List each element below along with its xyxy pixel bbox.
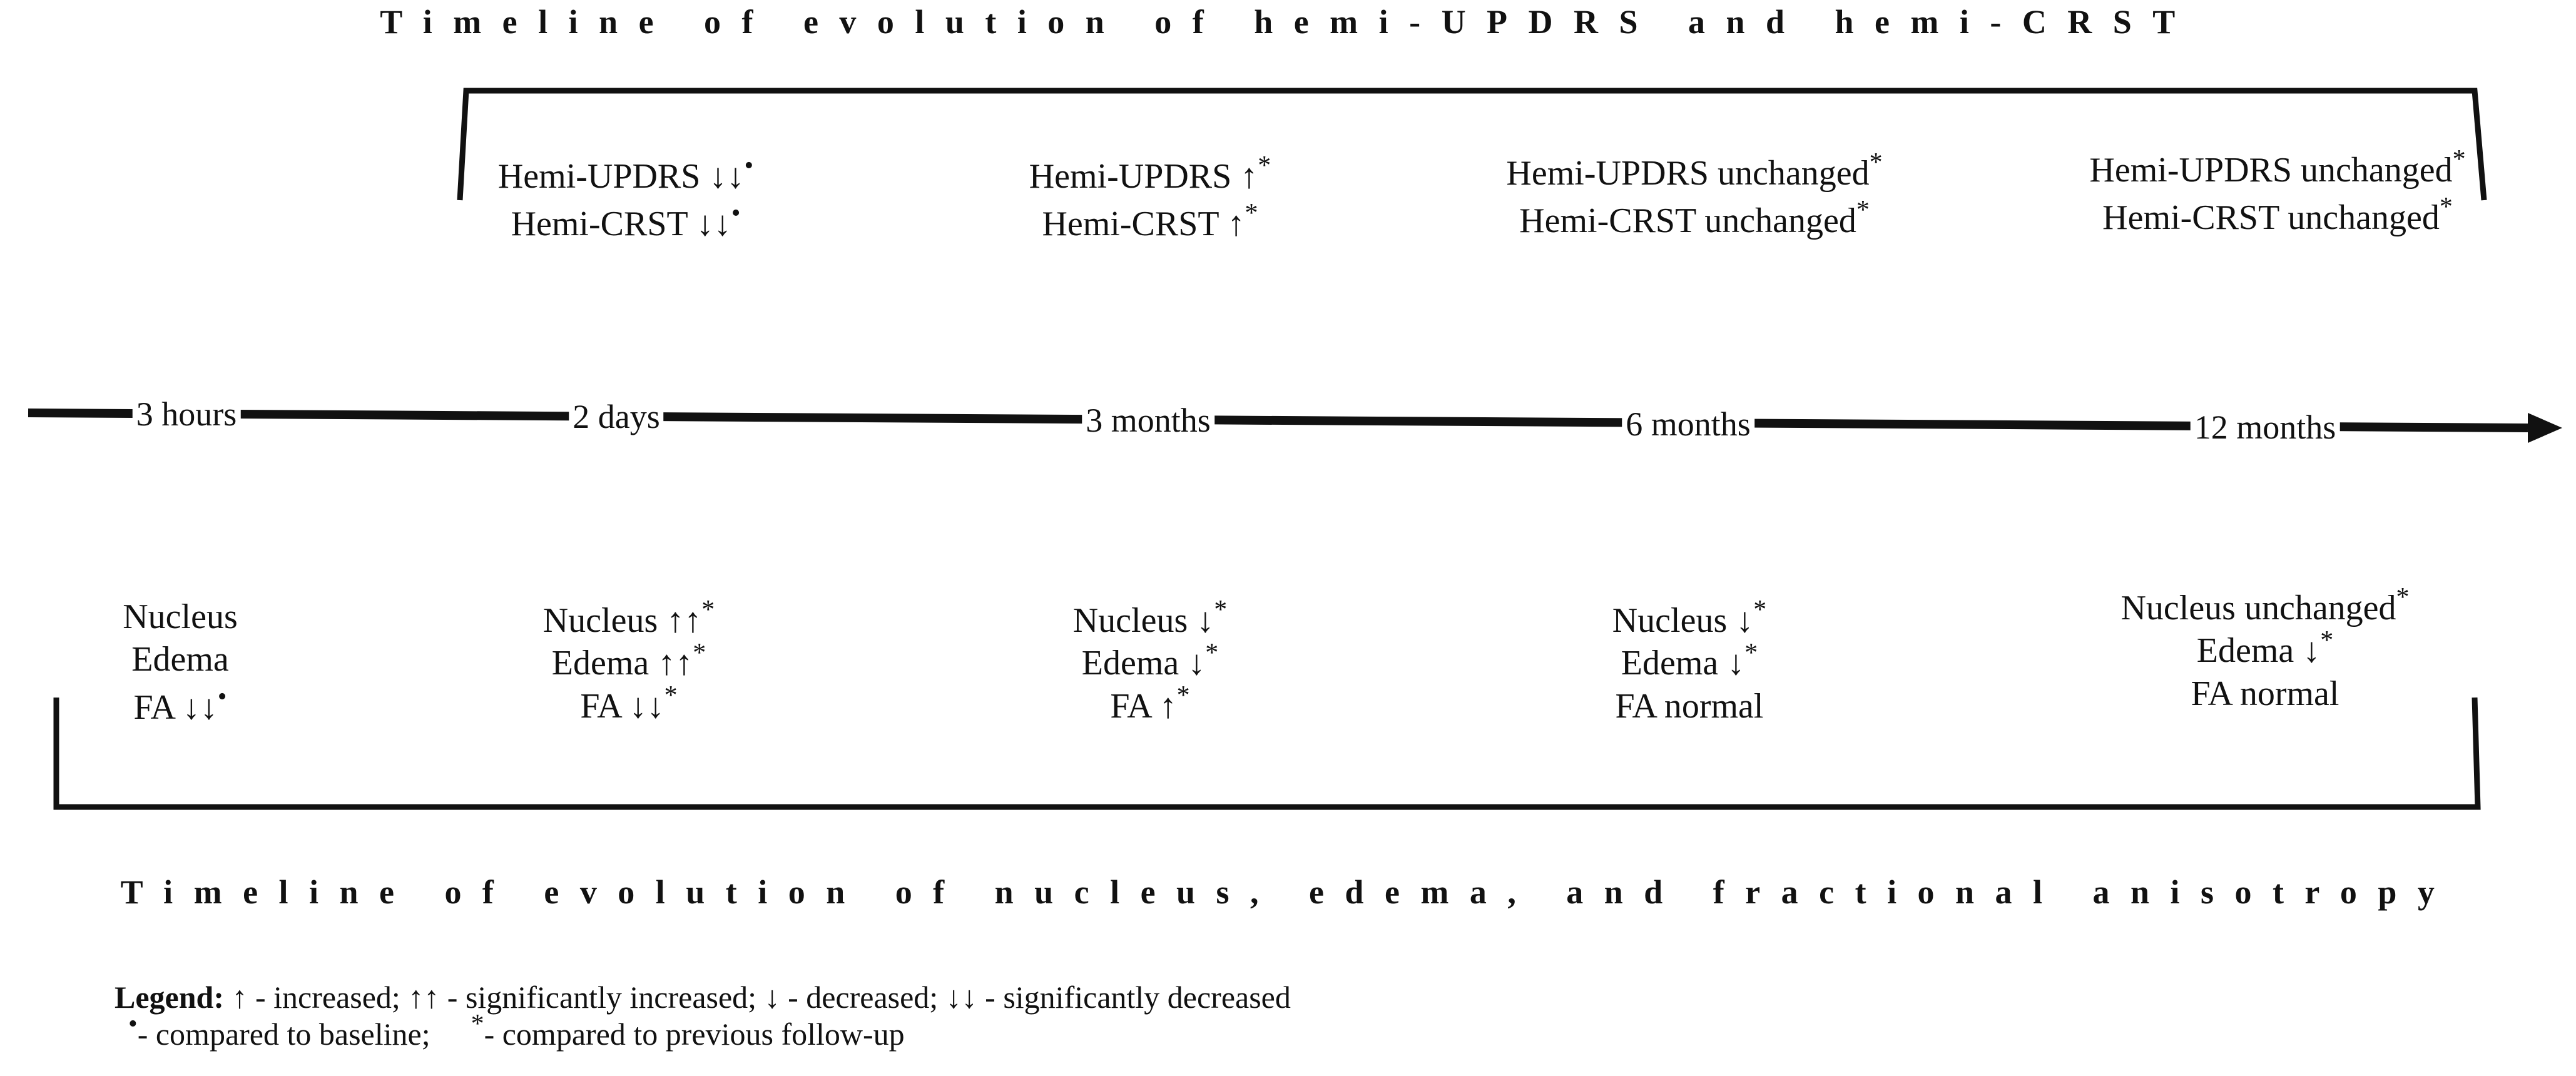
previous-marker: * [1176, 681, 1190, 710]
hemi-updrs: Hemi-UPDRS unchanged [1506, 154, 1870, 193]
previous-marker: * [2439, 192, 2453, 221]
legend-line-markers [115, 1010, 1291, 1053]
nucleus-status: Nucleus ↓ [1612, 601, 1754, 640]
previous-marker: * [1258, 151, 1271, 181]
previous-marker: * [701, 596, 715, 625]
nucleus-status: Nucleus ↑↑ [542, 601, 702, 640]
previous-marker: * [1869, 148, 1883, 178]
legend-label: Legend: [115, 980, 224, 1015]
legend-arrows-text: ↑ - increased; ↑↑ - significantly increased; ↓ - decreased; ↓↓ - significantly decreased [232, 980, 1291, 1015]
legend-previous-text: - compared to previous follow-up [484, 1017, 905, 1052]
previous-marker: * [2320, 626, 2334, 655]
bottom-bracket [56, 698, 2478, 807]
previous-marker: * [1245, 198, 1258, 228]
clinical-2-days [498, 153, 753, 248]
previous-marker: * [2452, 145, 2466, 175]
previous-marker: * [1214, 596, 1228, 625]
previous-marker: * [1753, 596, 1767, 625]
clinical-3-months [1029, 153, 1271, 248]
hemi-crst: Hemi-CRST ↓↓ [511, 204, 731, 243]
edema-status: Edema ↓ [2196, 631, 2321, 671]
previous-marker: * [1205, 638, 1219, 667]
previous-marker: * [1744, 638, 1758, 667]
previous-marker: * [664, 681, 678, 710]
imaging-3-hours [123, 596, 238, 729]
timepoint-3-months: 3 months [1082, 401, 1214, 440]
hemi-updrs: Hemi-UPDRS unchanged [2089, 151, 2453, 190]
hemi-crst: Hemi-CRST unchanged [2102, 198, 2440, 237]
top-title: Timeline of evolution of hemi-UPDRS and hemi-CRST [380, 3, 2196, 41]
timepoint-2-days: 2 days [569, 397, 663, 436]
nucleus-status: Nucleus [123, 597, 238, 636]
timepoint-3-hours: 3 hours [133, 395, 241, 434]
timepoint-12-months: 12 months [2191, 408, 2340, 447]
timeline-arrowhead [2528, 413, 2562, 443]
legend-line-arrows [115, 979, 1291, 1016]
previous-marker: * [693, 638, 706, 667]
imaging-2-days [542, 596, 715, 728]
hemi-updrs: Hemi-UPDRS ↓↓ [497, 157, 745, 196]
timeline-axis [28, 413, 2528, 428]
edema-status: Edema [131, 640, 229, 679]
baseline-marker: • [217, 682, 227, 711]
clinical-6-months [1506, 150, 1882, 245]
clinical-12-months [2089, 147, 2465, 241]
edema-status: Edema ↑↑ [551, 644, 693, 683]
bottom-title: Timeline of evolution of nucleus, edema, and fractional anisotropy [120, 873, 2456, 911]
nucleus-status: Nucleus unchanged [2120, 589, 2396, 627]
edema-status: Edema ↓ [1621, 644, 1745, 683]
previous-marker: * [1856, 195, 1870, 225]
fa-status: FA ↑ [1110, 686, 1177, 726]
baseline-marker: • [731, 198, 741, 228]
hemi-crst: Hemi-CRST ↑ [1042, 204, 1245, 243]
fa-status: FA normal [2191, 674, 2339, 713]
fa-status: FA normal [1615, 686, 1764, 726]
baseline-marker: • [128, 1010, 138, 1039]
legend-baseline-text: - compared to baseline; [137, 1017, 430, 1052]
nucleus-status: Nucleus ↓ [1072, 601, 1214, 640]
fa-status: FA ↓↓ [580, 686, 664, 726]
baseline-marker: • [744, 151, 754, 181]
imaging-12-months [2120, 583, 2410, 715]
hemi-crst: Hemi-CRST unchanged [1519, 201, 1856, 240]
fa-status: FA ↓↓ [133, 688, 218, 727]
timepoint-6-months: 6 months [1622, 405, 1754, 444]
imaging-3-months [1072, 596, 1228, 728]
hemi-updrs: Hemi-UPDRS ↑ [1029, 157, 1258, 196]
imaging-6-months [1612, 596, 1767, 728]
previous-marker: * [471, 1010, 484, 1039]
legend [115, 979, 1291, 1053]
previous-marker: * [2396, 583, 2410, 612]
edema-status: Edema ↓ [1081, 644, 1206, 683]
